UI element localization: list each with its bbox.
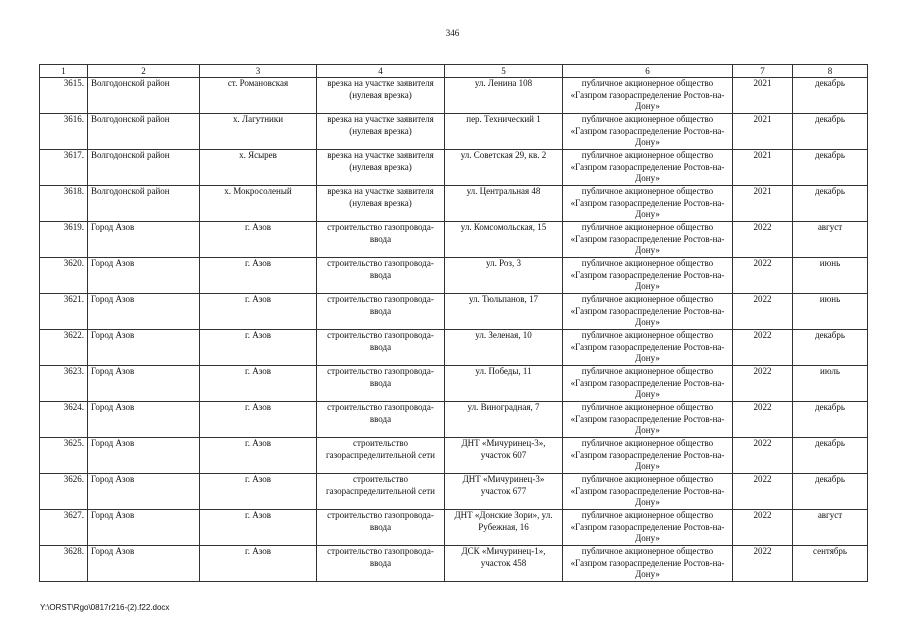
gas-works-table xyxy=(39,64,868,582)
year-cell: 2021 xyxy=(733,150,793,186)
row-number-cell: 3624. xyxy=(40,402,88,438)
row-number-cell: 3618. xyxy=(40,186,88,222)
year-cell: 2022 xyxy=(733,402,793,438)
year-cell: 2021 xyxy=(733,186,793,222)
column-header: 8 xyxy=(793,65,868,78)
month-cell: июнь xyxy=(793,294,868,330)
district-cell: Город Азов xyxy=(88,294,200,330)
table-row xyxy=(40,402,868,438)
address-cell: ул. Центральная 48 xyxy=(445,186,563,222)
locality-cell: г. Азов xyxy=(200,438,317,474)
row-number-cell: 3615. xyxy=(40,78,88,114)
organization-cell: публичное акционерное общество «Газпром газораспределение Ростов-на-Дону» xyxy=(563,114,733,150)
address-cell: пер. Технический 1 xyxy=(445,114,563,150)
work-type-cell: строительство газопровода-ввода xyxy=(317,294,445,330)
organization-cell: публичное акционерное общество «Газпром газораспределение Ростов-на-Дону» xyxy=(563,402,733,438)
year-cell: 2022 xyxy=(733,474,793,510)
column-header: 3 xyxy=(200,65,317,78)
organization-cell: публичное акционерное общество «Газпром газораспределение Ростов-на-Дону» xyxy=(563,330,733,366)
footer-file-path: Y:\ORST\Rgo\0817r216-(2).f22.docx xyxy=(40,603,170,612)
locality-cell: г. Азов xyxy=(200,510,317,546)
address-cell: ул. Комсомольская, 15 xyxy=(445,222,563,258)
row-number-cell: 3617. xyxy=(40,150,88,186)
row-number-cell: 3628. xyxy=(40,546,88,582)
locality-cell: ст. Романовская xyxy=(200,78,317,114)
row-number-cell: 3620. xyxy=(40,258,88,294)
month-cell: декабрь xyxy=(793,186,868,222)
year-cell: 2022 xyxy=(733,330,793,366)
table-row xyxy=(40,222,868,258)
row-number-cell: 3616. xyxy=(40,114,88,150)
month-cell: декабрь xyxy=(793,402,868,438)
district-cell: Город Азов xyxy=(88,222,200,258)
work-type-cell: врезка на участке заявителя (нулевая врезка) xyxy=(317,114,445,150)
address-cell: ул. Зеленая, 10 xyxy=(445,330,563,366)
address-cell: ул. Виноградная, 7 xyxy=(445,402,563,438)
district-cell: Волгодонской район xyxy=(88,114,200,150)
month-cell: август xyxy=(793,222,868,258)
work-type-cell: строительство газораспределительной сети xyxy=(317,474,445,510)
locality-cell: г. Азов xyxy=(200,402,317,438)
organization-cell: публичное акционерное общество «Газпром газораспределение Ростов-на-Дону» xyxy=(563,510,733,546)
month-cell: июль xyxy=(793,366,868,402)
address-cell: ДСК «Мичуринец-1», участок 458 xyxy=(445,546,563,582)
month-cell: декабрь xyxy=(793,474,868,510)
locality-cell: х. Мокросоленый xyxy=(200,186,317,222)
year-cell: 2022 xyxy=(733,222,793,258)
address-cell: ул. Советская 29, кв. 2 xyxy=(445,150,563,186)
table-row xyxy=(40,438,868,474)
year-cell: 2021 xyxy=(733,78,793,114)
locality-cell: х. Ясырев xyxy=(200,150,317,186)
month-cell: август xyxy=(793,510,868,546)
row-number-cell: 3622. xyxy=(40,330,88,366)
work-type-cell: строительство газопровода-ввода xyxy=(317,258,445,294)
organization-cell: публичное акционерное общество «Газпром газораспределение Ростов-на-Дону» xyxy=(563,186,733,222)
month-cell: декабрь xyxy=(793,330,868,366)
organization-cell: публичное акционерное общество «Газпром газораспределение Ростов-на-Дону» xyxy=(563,546,733,582)
column-header: 4 xyxy=(317,65,445,78)
work-type-cell: врезка на участке заявителя (нулевая врезка) xyxy=(317,186,445,222)
address-cell: ДНТ «Донские Зори», ул. Рубежная, 16 xyxy=(445,510,563,546)
district-cell: Город Азов xyxy=(88,474,200,510)
column-header: 5 xyxy=(445,65,563,78)
district-cell: Волгодонской район xyxy=(88,150,200,186)
work-type-cell: строительство газопровода-ввода xyxy=(317,366,445,402)
district-cell: Город Азов xyxy=(88,438,200,474)
row-number-cell: 3625. xyxy=(40,438,88,474)
district-cell: Город Азов xyxy=(88,546,200,582)
row-number-cell: 3619. xyxy=(40,222,88,258)
page-number: 346 xyxy=(445,28,460,38)
month-cell: сентябрь xyxy=(793,546,868,582)
locality-cell: г. Азов xyxy=(200,366,317,402)
district-cell: Волгодонской район xyxy=(88,186,200,222)
table-row xyxy=(40,150,868,186)
organization-cell: публичное акционерное общество «Газпром газораспределение Ростов-на-Дону» xyxy=(563,78,733,114)
work-type-cell: строительство газопровода-ввода xyxy=(317,546,445,582)
work-type-cell: врезка на участке заявителя (нулевая врезка) xyxy=(317,78,445,114)
organization-cell: публичное акционерное общество «Газпром газораспределение Ростов-на-Дону» xyxy=(563,150,733,186)
work-type-cell: строительство газопровода-ввода xyxy=(317,510,445,546)
locality-cell: г. Азов xyxy=(200,294,317,330)
work-type-cell: строительство газопровода-ввода xyxy=(317,330,445,366)
table-row xyxy=(40,546,868,582)
work-type-cell: врезка на участке заявителя (нулевая врезка) xyxy=(317,150,445,186)
month-cell: декабрь xyxy=(793,438,868,474)
district-cell: Город Азов xyxy=(88,402,200,438)
organization-cell: публичное акционерное общество «Газпром газораспределение Ростов-на-Дону» xyxy=(563,366,733,402)
district-cell: Город Азов xyxy=(88,366,200,402)
table-row xyxy=(40,186,868,222)
table-body xyxy=(40,78,868,582)
address-cell: ул. Тюльпанов, 17 xyxy=(445,294,563,330)
month-cell: декабрь xyxy=(793,150,868,186)
locality-cell: г. Азов xyxy=(200,258,317,294)
table-row xyxy=(40,474,868,510)
column-number-row xyxy=(40,65,868,78)
address-cell: ул. Ленина 108 xyxy=(445,78,563,114)
column-header: 2 xyxy=(88,65,200,78)
month-cell: декабрь xyxy=(793,78,868,114)
year-cell: 2022 xyxy=(733,366,793,402)
address-cell: ул. Роз, 3 xyxy=(445,258,563,294)
organization-cell: публичное акционерное общество «Газпром газораспределение Ростов-на-Дону» xyxy=(563,294,733,330)
row-number-cell: 3627. xyxy=(40,510,88,546)
address-cell: ул. Победы, 11 xyxy=(445,366,563,402)
address-cell: ДНТ «Мичуринец-3», участок 607 xyxy=(445,438,563,474)
locality-cell: г. Азов xyxy=(200,546,317,582)
table-row xyxy=(40,366,868,402)
district-cell: Город Азов xyxy=(88,510,200,546)
column-header: 7 xyxy=(733,65,793,78)
year-cell: 2022 xyxy=(733,294,793,330)
row-number-cell: 3621. xyxy=(40,294,88,330)
year-cell: 2022 xyxy=(733,258,793,294)
table-row xyxy=(40,78,868,114)
table-row xyxy=(40,114,868,150)
locality-cell: х. Лагутники xyxy=(200,114,317,150)
work-type-cell: строительство газопровода-ввода xyxy=(317,402,445,438)
month-cell: июнь xyxy=(793,258,868,294)
organization-cell: публичное акционерное общество «Газпром газораспределение Ростов-на-Дону» xyxy=(563,258,733,294)
locality-cell: г. Азов xyxy=(200,330,317,366)
district-cell: Город Азов xyxy=(88,330,200,366)
row-number-cell: 3626. xyxy=(40,474,88,510)
column-header: 6 xyxy=(563,65,733,78)
table-row xyxy=(40,258,868,294)
locality-cell: г. Азов xyxy=(200,222,317,258)
year-cell: 2022 xyxy=(733,438,793,474)
table-row xyxy=(40,330,868,366)
work-type-cell: строительство газопровода-ввода xyxy=(317,222,445,258)
work-type-cell: строительство газораспределительной сети xyxy=(317,438,445,474)
table-row xyxy=(40,510,868,546)
locality-cell: г. Азов xyxy=(200,474,317,510)
address-cell: ДНТ «Мичуринец-3» участок 677 xyxy=(445,474,563,510)
month-cell: декабрь xyxy=(793,114,868,150)
table-row xyxy=(40,294,868,330)
year-cell: 2022 xyxy=(733,510,793,546)
organization-cell: публичное акционерное общество «Газпром газораспределение Ростов-на-Дону» xyxy=(563,222,733,258)
year-cell: 2022 xyxy=(733,546,793,582)
district-cell: Город Азов xyxy=(88,258,200,294)
column-header: 1 xyxy=(40,65,88,78)
district-cell: Волгодонской район xyxy=(88,78,200,114)
organization-cell: публичное акционерное общество «Газпром газораспределение Ростов-на-Дону» xyxy=(563,474,733,510)
year-cell: 2021 xyxy=(733,114,793,150)
organization-cell: публичное акционерное общество «Газпром газораспределение Ростов-на-Дону» xyxy=(563,438,733,474)
row-number-cell: 3623. xyxy=(40,366,88,402)
